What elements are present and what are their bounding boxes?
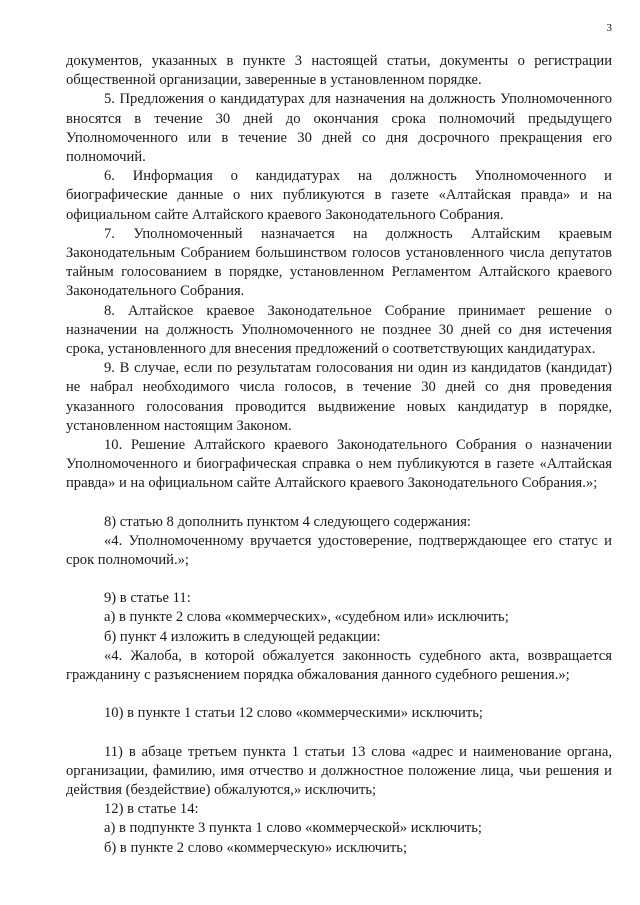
- paragraph-continuation: документов, указанных в пункте 3 настоящей статьи, документы о регистрации общественной организации, заверенные в установленном порядке.: [66, 53, 612, 89]
- amendment-12-a: а) в подпункте 3 пункта 1 слово «коммерческой» исключить;: [104, 820, 482, 837]
- amendment-10: 10) в пункте 1 статьи 12 слово «коммерческими» исключить;: [104, 705, 483, 722]
- amendment-8: 8) статью 8 дополнить пунктом 4 следующего содержания:: [104, 513, 471, 530]
- paragraph-item-7: 7. Уполномоченный назначается на должность Алтайским краевым Законодательным Собранием большинством голосов установленного числа депутатов тайным голосованием в порядке, установленном Регламентом Алтайского краевого Законодательного Собрания.: [66, 225, 612, 300]
- amendment-9-b-text: «4. Жалоба, в которой обжалуется законность судебного акта, возвращается гражданину с разъяснением порядка обжалования данного судебного решения.»;: [66, 647, 612, 684]
- paragraph-spacer: [66, 494, 612, 513]
- amendment-12-b: б) в пункте 2 слово «коммерческую» исключить;: [104, 839, 408, 856]
- paragraph-spacer: [66, 724, 612, 743]
- amendment-12: 12) в статье 14:: [104, 801, 199, 818]
- document-body: [66, 52, 612, 858]
- paragraph-spacer: [66, 685, 612, 704]
- paragraph-item-5: 5. Предложения о кандидатурах для назначения на должность Уполномоченного вносятся в течение 30 дней до окончания срока полномочий предыдущего Уполномоченного или в течение 30 дней со дня досрочного прекращения его полномочий.: [66, 91, 612, 166]
- paragraph-spacer: [66, 570, 612, 589]
- amendment-8-text: «4. Уполномоченному вручается удостоверение, подтверждающее его статус и срок полномочий.»;: [66, 532, 612, 569]
- paragraph-item-9: 9. В случае, если по результатам голосования ни один из кандидатов (кандидат) не набрал необходимого числа голосов, в течение 30 дней со дня проведения указанного голосования проводится выдвижение новых кандидатур в порядке, установленном настоящим Законом.: [66, 360, 612, 434]
- amendment-9: 9) в статье 11:: [104, 590, 191, 607]
- amendment-9-a: а) в пункте 2 слова «коммерческих», «судебном или» исключить;: [104, 609, 509, 626]
- paragraph-item-10: 10. Решение Алтайского краевого Законодательного Собрания о назначении Уполномоченного и биографическая справка о нем публикуются в газете «Алтайская правда» и на официальном сайте Алтайского краевого Законодательного Собрания.»;: [66, 437, 612, 492]
- paragraph-item-6: 6. Информация о кандидатурах на должность Уполномоченного и биографические данные о них публикуются в газете «Алтайская правда» и на официальном сайте Алтайского краевого Законодательного Собрания.: [66, 168, 612, 223]
- page-number: 3: [606, 22, 612, 34]
- amendment-11: 11) в абзаце третьем пункта 1 статьи 13 слова «адрес и наименование органа, организации, фамилию, имя отчество и должностное положение лица, чьи решения и действия (бездействие) обжалуются,» исключить;: [66, 743, 612, 798]
- paragraph-item-8: 8. Алтайское краевое Законодательное Собрание принимает решение о назначении на должность Уполномоченного не позднее 30 дней со дня истечения срока, установленного для внесения предложений о соответствующих кандидатурах.: [66, 302, 612, 358]
- amendment-9-b: б) пункт 4 изложить в следующей редакции:: [104, 628, 381, 645]
